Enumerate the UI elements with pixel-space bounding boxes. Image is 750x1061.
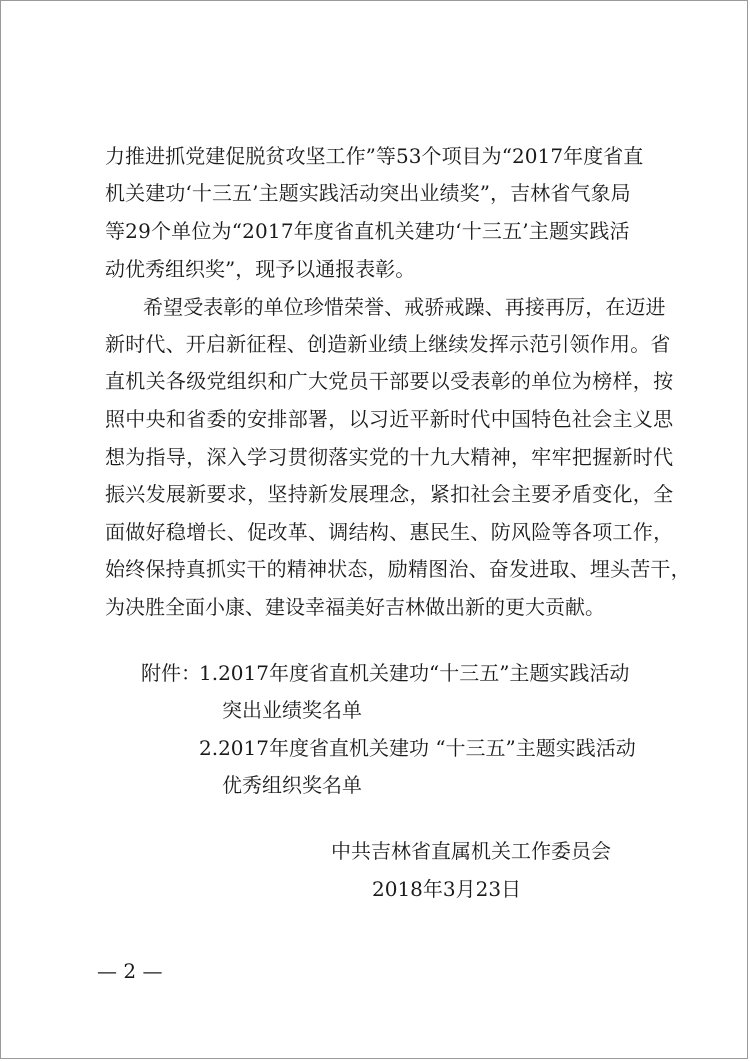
- body-line: 为决胜全面小康、建设幸福美好吉林做出新的更大贡献。: [105, 595, 605, 619]
- attachment-item: 1.2017年度省直机关建功“十三五”主题实践活动: [199, 661, 630, 685]
- body-line: 动优秀组织奖”，现予以通报表彰。: [105, 257, 416, 281]
- body-line: 照中央和省委的安排部署，以习近平新时代中国特色社会主义思: [105, 407, 674, 431]
- body-line: 等29个单位为“2017年度省直机关建功‘十三五’主题实践活: [105, 219, 630, 243]
- body-line: 直机关各级党组织和广大党员干部要以受表彰的单位为榜样，按: [105, 369, 674, 393]
- attachment-item: 突出业绩奖名单: [222, 698, 362, 722]
- body-line: 机关建功‘十三五’主题实践活动突出业绩奖”，吉林省气象局: [105, 181, 631, 205]
- body-line: 力推进抓党建促脱贫攻坚工作”等53个项目为“2017年度省直: [105, 144, 644, 168]
- body-line: 希望受表彰的单位珍惜荣誉、戒骄戒躁、再接再厉，在迈进: [143, 295, 666, 319]
- attachment-item: 2.2017年度省直机关建功 “十三五”主题实践活动: [199, 736, 636, 760]
- body-line: 新时代、开启新征程、创造新业绩上继续发挥示范引领作用。省: [105, 332, 671, 356]
- body-line: 面做好稳增长、促改革、调结构、惠民生、防风险等各项工作，: [105, 520, 674, 544]
- body-line: 始终保持真抓实干的精神状态，励精图治、奋发进取、埋头苦干，: [105, 557, 691, 581]
- attachment-label: 附件：: [141, 661, 201, 685]
- page-number: — 2 —: [97, 959, 163, 983]
- issue-date: 2018年3月23日: [372, 877, 522, 901]
- body-line: 想为指导，深入学习贯彻落实党的十九大精神，牢牢把握新时代: [105, 445, 674, 469]
- issuing-organization: 中共吉林省直属机关工作委员会: [331, 839, 611, 863]
- attachment-item: 优秀组织奖名单: [222, 773, 362, 797]
- body-line: 振兴发展新要求，坚持新发展理念，紧扣社会主要矛盾变化，全: [105, 482, 674, 506]
